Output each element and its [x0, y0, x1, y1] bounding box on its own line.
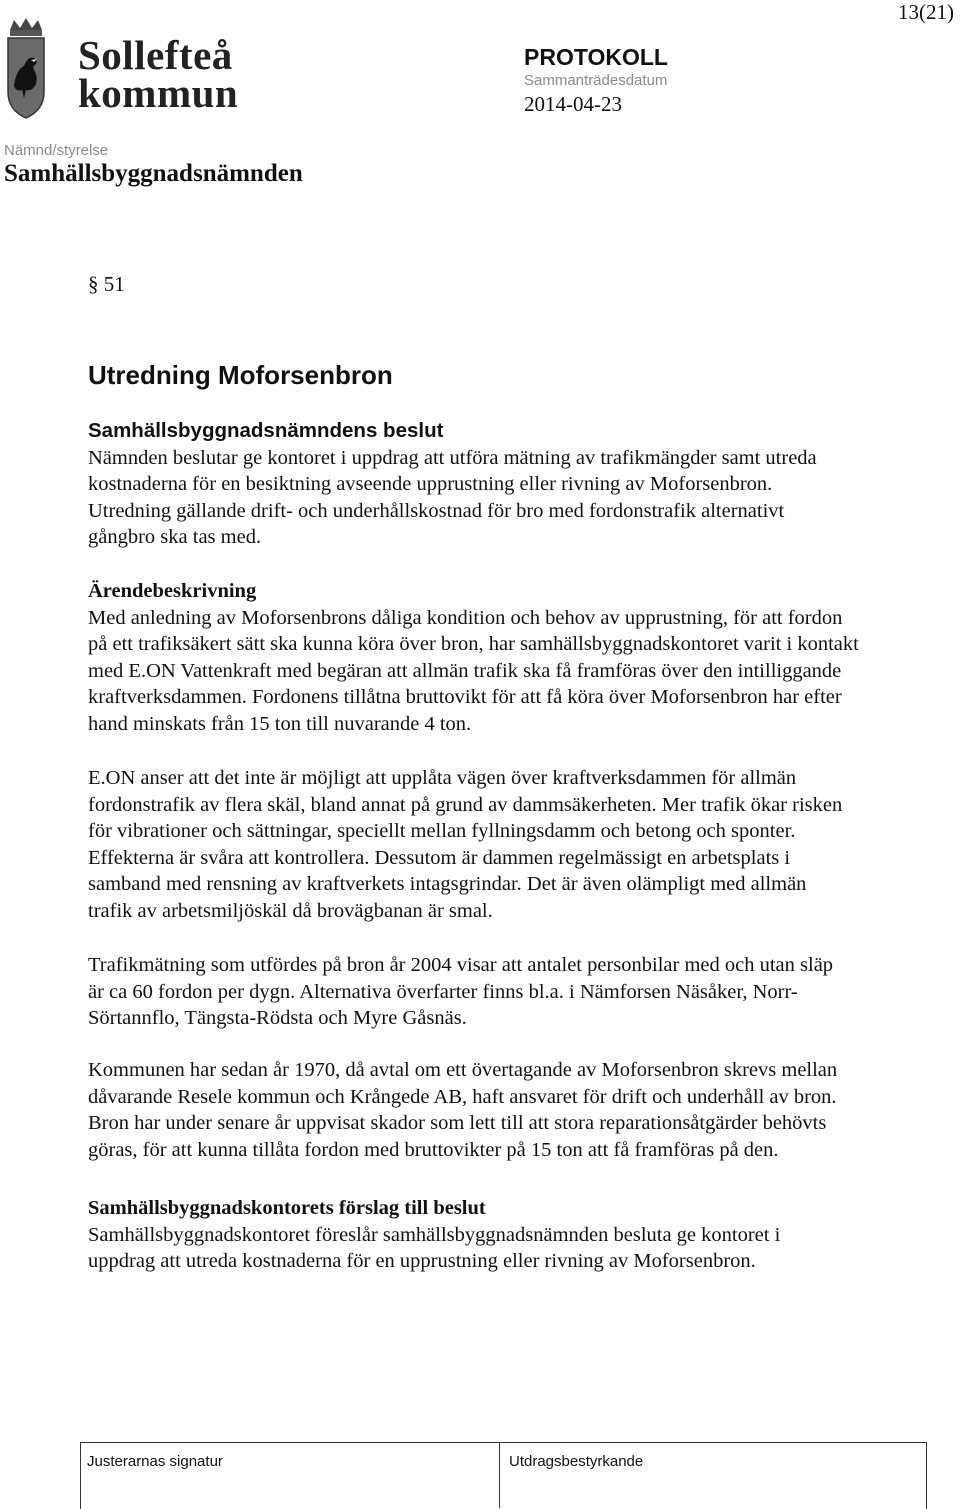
text-line: på ett trafiksäkert sätt ska kunna köra över bron, har samhällsbyggnadskontoret varit i kontakt: [88, 633, 859, 656]
certification-label: Utdragsbestyrkande: [509, 1453, 644, 1470]
board-name: Samhällsbyggnadsnämnden: [4, 160, 303, 187]
item-title: Utredning Moforsenbron: [88, 360, 393, 390]
text-line: E.ON anser att det inte är möjligt att upplåta vägen över kraftverksdammen för allmän: [88, 767, 797, 789]
page-number: 13(21): [898, 0, 954, 24]
logo-line-1: Sollefteå: [78, 32, 233, 78]
description-paragraph-3: [88, 952, 960, 1032]
decision-heading: Samhällsbyggnadsnämndens beslut: [88, 419, 444, 442]
text-line: för vibrationer och sättningar, speciellt mellan fyllningsdamm och betong och sponter.: [88, 820, 796, 843]
text-line: Trafikmätning som utfördes på bron år 2004 visar att antalet personbilar med och utan släp: [88, 954, 834, 976]
text-line: Sörtannflo, Tängsta-Rödsta och Myre Gåsnäs.: [88, 1007, 467, 1030]
text-line: Effekterna är svåra att kontrollera. Dessutom är dammen regelmässigt en arbetsplats i: [88, 846, 791, 869]
text-line: Kommunen har sedan år 1970, då avtal om ett övertagande av Moforsenbron skrevs mellan: [88, 1059, 838, 1081]
meeting-date: 2014-04-23: [524, 92, 622, 116]
text-line: uppdrag att utreda kostnaderna för en upprustning eller rivning av Moforsenbron.: [88, 1250, 756, 1273]
text-line: gångbro ska tas med.: [88, 526, 262, 549]
proposal-section: [88, 1195, 960, 1275]
text-line: göras, för att kunna tillåta fordon med bruttovikter på 15 ton att få framföras på den.: [88, 1138, 779, 1161]
board-label: Nämnd/styrelse: [4, 142, 109, 159]
description-heading: Ärendebeskrivning: [88, 580, 257, 602]
text-line: med E.ON Vattenkraft med begäran att allmän trafik ska få framföras över den intilliggande: [88, 659, 842, 682]
text-line: Utredning gällande drift- och underhållskostnad för bro med fordonstrafik alternativt: [88, 499, 785, 522]
logo-line-2: kommun: [78, 70, 239, 116]
text-line: dåvarande Resele kommun och Krångede AB, haft ansvaret för drift och underhåll av bron.: [88, 1085, 837, 1108]
decision-section: [88, 418, 960, 551]
description-section: [88, 578, 960, 738]
municipality-logotype: [78, 32, 239, 116]
text-line: kostnaderna för en besiktning avseende upprustning eller rivning av Moforsenbron.: [88, 473, 773, 496]
description-paragraph-4: [88, 1057, 960, 1163]
text-line: Med anledning av Moforsenbrons dåliga kondition och behov av upprustning, för att fordon: [88, 606, 843, 629]
text-line: Samhällsbyggnadskontoret föreslår samhällsbyggnadsnämnden besluta ge kontoret i: [88, 1223, 781, 1246]
text-line: hand minskats från 15 ton till nuvarande 4 ton.: [88, 712, 472, 735]
text-line: trafik av arbetsmiljöskäl då brovägbanan är smal.: [88, 899, 493, 922]
text-line: fordonstrafik av flera skäl, bland annat på grund av dammsäkerheten. Mer trafik ökar risken: [88, 793, 843, 816]
text-line: Bron har under senare år uppvisat skador som lett till att stora reparationsåtgärder behövts: [88, 1112, 827, 1135]
signature-box-divider: [499, 1442, 500, 1508]
meeting-date-label: Sammanträdesdatum: [524, 72, 668, 89]
document-type: PROTOKOLL: [524, 44, 668, 70]
description-paragraph-2: [88, 765, 960, 925]
paragraph-number: § 51: [88, 272, 125, 296]
reviewers-signature-label: Justerarnas signatur: [87, 1453, 223, 1470]
text-line: kraftverksdammen. Fordonens tillåtna bruttovikt för att få köra över Moforsenbron har efter: [88, 686, 842, 709]
text-line: samband med rensning av kraftverkets intagsgrindar. Det är även olämpligt med allmän: [88, 873, 807, 896]
text-line: är ca 60 fordon per dygn. Alternativa överfarter finns bl.a. i Nämforsen Näsåker, Norr-: [88, 980, 798, 1003]
proposal-heading: Samhällsbyggnadskontorets förslag till beslut: [88, 1197, 486, 1219]
text-line: Nämnden beslutar ge kontoret i uppdrag att utföra mätning av trafikmängder samt utreda: [88, 446, 817, 469]
